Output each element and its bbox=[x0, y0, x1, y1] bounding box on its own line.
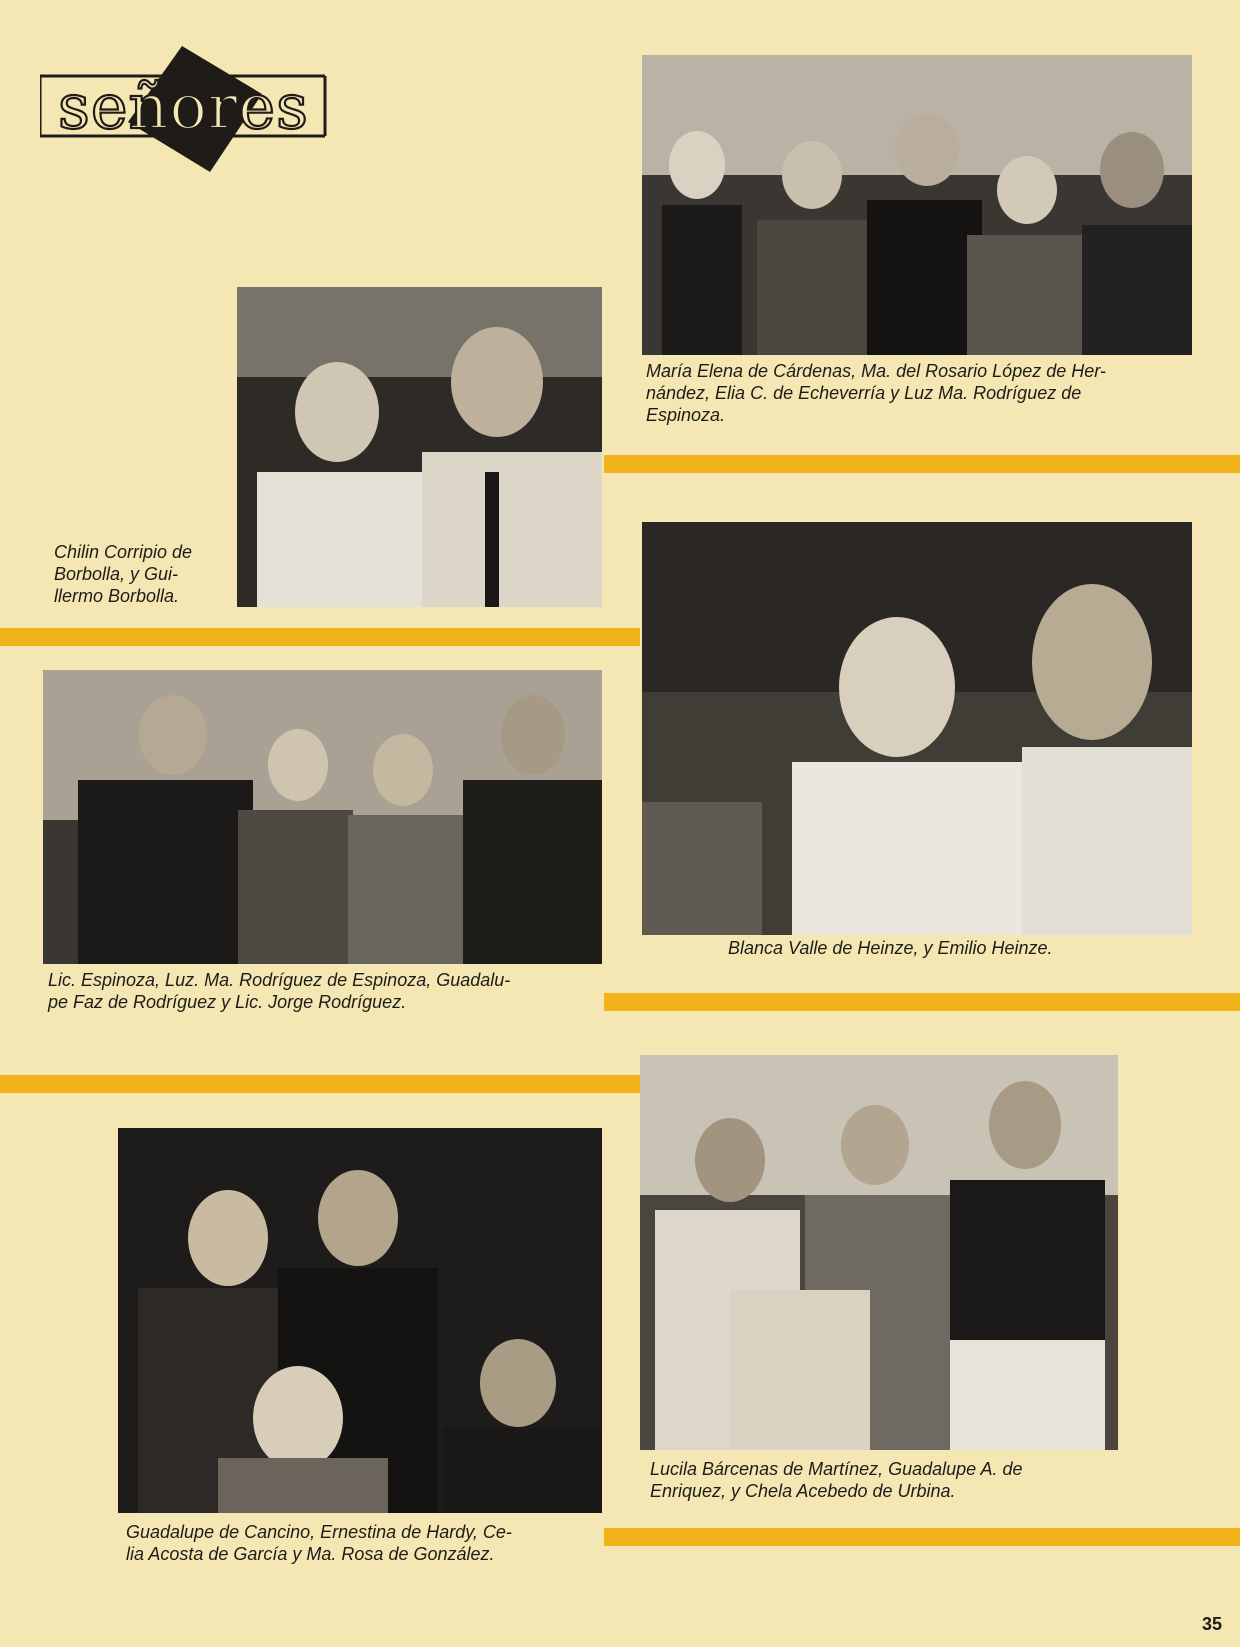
photo-illustration bbox=[43, 670, 602, 964]
photo-illustration bbox=[118, 1128, 602, 1513]
caption-line: Borbolla, y Gui- bbox=[54, 564, 179, 584]
divider-bar bbox=[604, 993, 1240, 1011]
photo-illustration bbox=[642, 522, 1192, 935]
photo-illustration bbox=[642, 55, 1192, 355]
caption-line: Lucila Bárcenas de Martínez, Guadalupe A. de bbox=[650, 1459, 1023, 1479]
section-logo bbox=[40, 44, 380, 174]
caption-photo-group-cancino bbox=[126, 1521, 616, 1565]
photo-group-top-right bbox=[642, 55, 1192, 355]
divider-bar bbox=[604, 1528, 1240, 1546]
photo-illustration bbox=[640, 1055, 1118, 1450]
photo-couple-borbolla bbox=[237, 287, 602, 607]
caption-line: Guadalupe de Cancino, Ernestina de Hardy, Ce- bbox=[126, 1522, 512, 1542]
caption-line: María Elena de Cárdenas, Ma. del Rosario López de Her- bbox=[646, 361, 1106, 381]
caption-line: Espinoza. bbox=[646, 405, 726, 425]
divider-bar bbox=[0, 1075, 640, 1093]
caption-line: nández, Elia C. de Echeverría y Luz Ma. Rodríguez de bbox=[646, 383, 1082, 403]
caption-photo-couple-heinze bbox=[728, 937, 1188, 959]
caption-photo-group-martinez bbox=[650, 1458, 1130, 1502]
section-title: señores bbox=[58, 70, 309, 143]
caption-photo-group-espinoza bbox=[48, 969, 608, 1013]
caption-line: Lic. Espinoza, Luz. Ma. Rodríguez de Espinoza, Guadalu- bbox=[48, 970, 511, 990]
caption-line: Chilin Corripio de bbox=[54, 542, 193, 562]
page-number: 35 bbox=[1201, 1614, 1222, 1634]
caption-line: lia Acosta de García y Ma. Rosa de González. bbox=[126, 1544, 495, 1564]
section-logo-graphic bbox=[40, 44, 380, 174]
divider-bar bbox=[0, 628, 640, 646]
caption-line: pe Faz de Rodríguez y Lic. Jorge Rodríguez. bbox=[48, 992, 407, 1012]
photo-illustration bbox=[237, 287, 602, 607]
caption-photo-group-top-right bbox=[646, 360, 1191, 426]
caption-photo-couple-borbolla bbox=[54, 541, 234, 607]
caption-line: llermo Borbolla. bbox=[54, 586, 180, 606]
photo-group-espinoza bbox=[43, 670, 602, 964]
photo-group-cancino bbox=[118, 1128, 602, 1513]
divider-bar bbox=[604, 455, 1240, 473]
caption-line: Blanca Valle de Heinze, y Emilio Heinze. bbox=[728, 938, 1053, 958]
photo-couple-heinze bbox=[642, 522, 1192, 935]
caption-line: Enriquez, y Chela Acebedo de Urbina. bbox=[650, 1481, 956, 1501]
photo-group-martinez bbox=[640, 1055, 1118, 1450]
